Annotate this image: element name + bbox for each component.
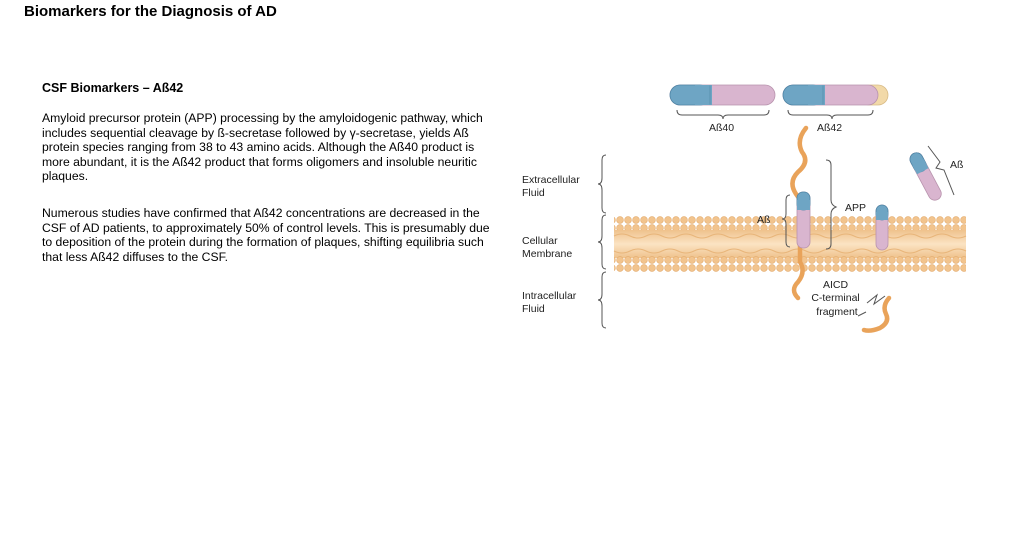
free-ab-peptide (908, 150, 944, 202)
label-aicd: AICD C-terminal fragment (811, 279, 860, 318)
brace-extracellular (598, 155, 606, 213)
label-intracellular: Intracellular Fluid (522, 290, 577, 315)
brace-ab40 (677, 110, 769, 119)
brace-ab42 (788, 110, 873, 119)
region-braces (598, 155, 606, 328)
membrane-stub-segment (876, 205, 888, 250)
section-heading: CSF Biomarkers – Aß42 (42, 81, 184, 95)
label-app: APP (845, 202, 867, 214)
cellular-membrane (614, 216, 966, 272)
app-processing-diagram (500, 70, 990, 360)
ab42-peptide (783, 85, 888, 105)
brace-intracellular (598, 272, 606, 328)
label-ab40: Aß40 (709, 122, 735, 134)
paragraph-app-processing: Amyloid precursor protein (APP) processing by the amyloidogenic pathway, which includes sequential cleavage by ß-secretase followed by γ-secretase, yields Aß protein species ranging from 38 to 43 amino acids. Although the Aß40 product is more abundant, it is the Aß42 product that forms oligomers and insoluble neuritic plaques. (42, 111, 483, 183)
page-title: Biomarkers for the Diagnosis of AD (24, 3, 277, 20)
aicd-pointer-lower (858, 312, 866, 316)
aicd-pointer (867, 295, 885, 304)
ab40-peptide (670, 85, 775, 105)
label-free-ab: Aß (950, 159, 964, 171)
label-membrane: Cellular Membrane (522, 235, 573, 260)
label-ab42: Aß42 (817, 122, 843, 134)
brace-membrane (598, 215, 606, 269)
label-extracellular: Extracellular Fluid (522, 174, 580, 199)
label-membrane-ab: Aß (757, 214, 771, 226)
app-ab-segment (797, 192, 810, 248)
paragraph-csf-concentration: Numerous studies have confirmed that Aß42 concentrations are decreased in the CSF of AD patients, to approximately 50% of control levels. This is presumably due to deposition of the protein during the formation of plaques, shifting equilibria such that less Aß42 diffuses to the CSF. (42, 206, 490, 264)
